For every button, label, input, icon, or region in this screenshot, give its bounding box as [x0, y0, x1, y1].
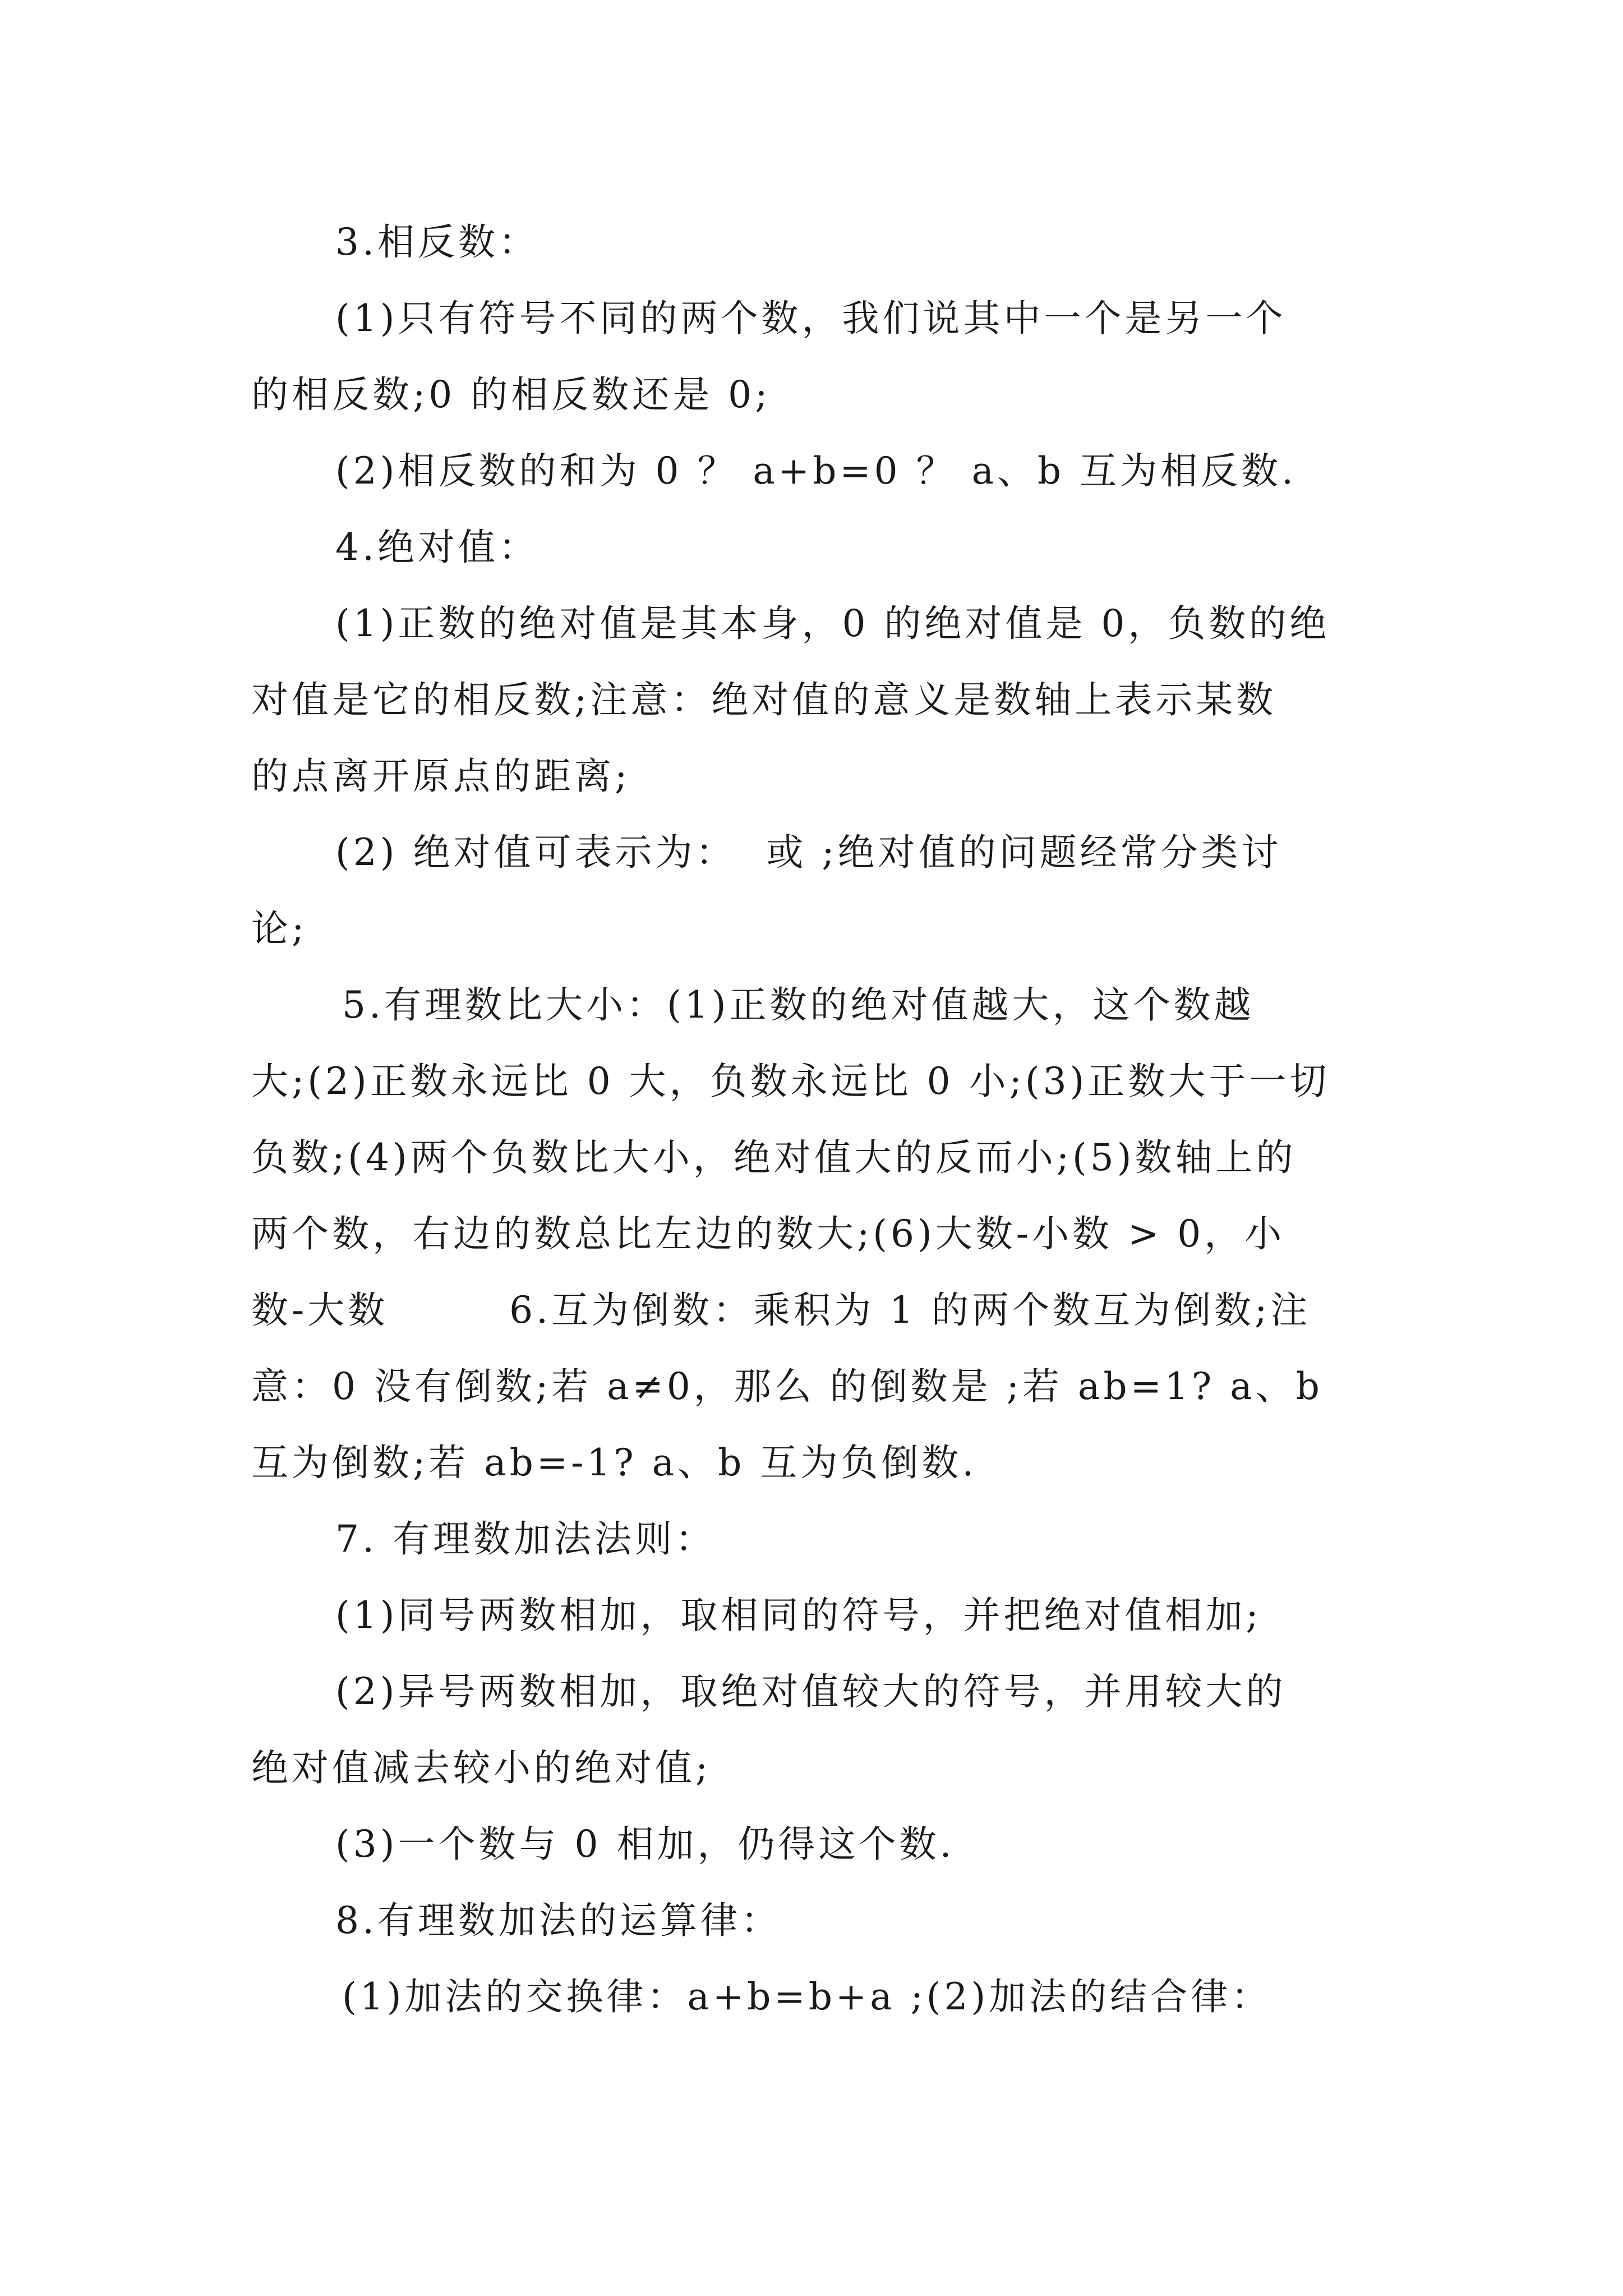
text-line: 大;(2)正数永远比 0 大，负数永远比 0 小;(3)正数大于一切: [251, 1060, 1330, 1103]
text-line: 对值是它的相反数;注意：绝对值的意义是数轴上表示某数: [251, 678, 1277, 721]
text-line: 负数;(4)两个负数比大小，绝对值大的反而小;(5)数轴上的: [251, 1136, 1297, 1179]
text-line: (2)相反数的和为 0 ？ a+b=0 ？ a、b 互为相反数.: [335, 449, 1297, 493]
text-line: 互为倒数;若 ab=-1? a、b 互为负倒数.: [251, 1441, 978, 1484]
text-line: 数-大数 6.互为倒数：乘积为 1 的两个数互为倒数;注: [251, 1289, 1311, 1332]
text-line: 的点离开原点的距离;: [251, 754, 631, 798]
text-line: (1)只有符号不同的两个数，我们说其中一个是另一个: [335, 297, 1287, 340]
text-line: (1)同号两数相加，取相同的符号，并把绝对值相加;: [335, 1594, 1262, 1637]
section-heading-addition-laws: 8.有理数加法的运算律：: [335, 1899, 781, 1942]
section-heading-addition-rules: 7. 有理数加法法则：: [335, 1517, 716, 1561]
section-heading-absolute-value: 4.绝对值：: [335, 526, 539, 569]
text-line: 绝对值减去较小的绝对值;: [251, 1746, 712, 1789]
section-heading-comparison: 5.有理数比大小：(1)正数的绝对值越大，这个数越: [342, 983, 1255, 1027]
text-line: (1)加法的交换律：a+b=b+a ;(2)加法的结合律：: [342, 1975, 1272, 2018]
text-line: 意：0 没有倒数;若 a≠0，那么 的倒数是 ;若 ab=1? a、b: [251, 1365, 1323, 1408]
text-line: 的相反数;0 的相反数还是 0;: [251, 373, 771, 416]
text-line: 两个数，右边的数总比左边的数大;(6)大数-小数 > 0，小: [251, 1212, 1285, 1255]
text-line: (2)异号两数相加，取绝对值较大的符号，并用较大的: [335, 1670, 1287, 1713]
text-line: (3)一个数与 0 相加，仍得这个数.: [335, 1823, 955, 1866]
section-heading-opposite-numbers: 3.相反数：: [335, 220, 539, 264]
text-line: (1)正数的绝对值是其本身，0 的绝对值是 0，负数的绝: [335, 602, 1330, 645]
text-line: (2) 绝对值可表示为： 或 ;绝对值的问题经常分类讨: [335, 831, 1282, 874]
text-line: 论;: [251, 907, 308, 950]
